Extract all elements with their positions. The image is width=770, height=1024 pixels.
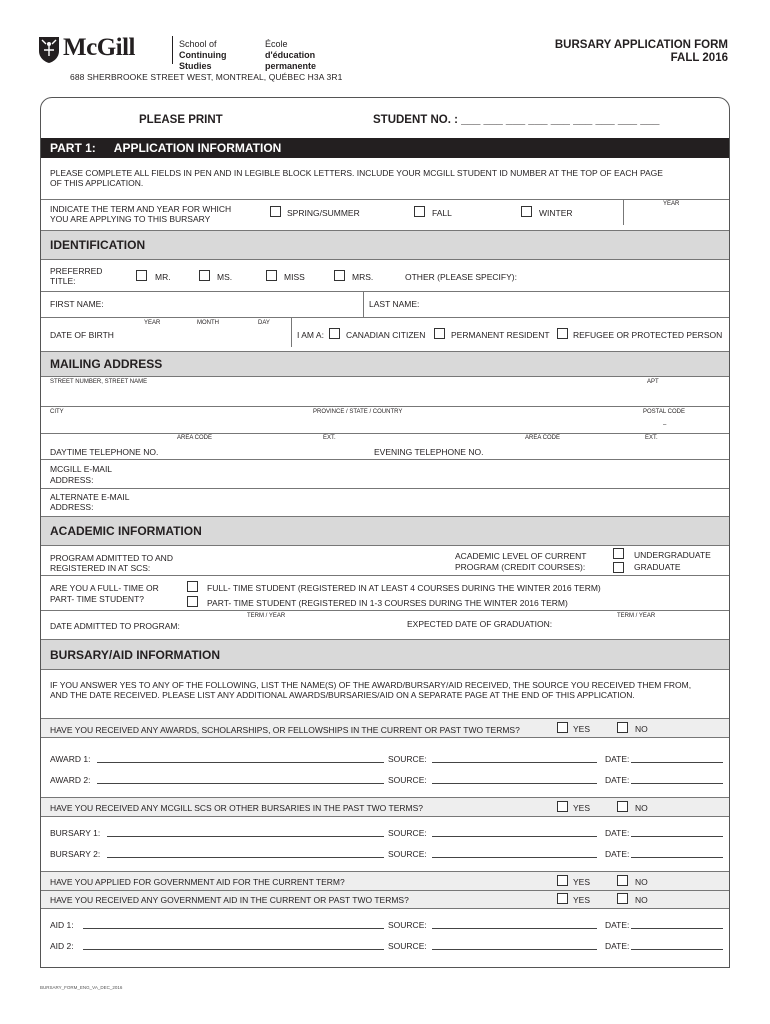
i-am-label: I AM A: [297, 330, 324, 340]
mrs-label: MRS. [352, 272, 374, 282]
award-2-source-label: SOURCE: [388, 775, 427, 785]
miss-checkbox[interactable] [266, 270, 277, 281]
application-form [40, 97, 730, 968]
eve-ext-label: EXT. [645, 435, 658, 441]
logo-school-fr [265, 39, 316, 72]
daytime-phone-label: DAYTIME TELEPHONE NO. [50, 447, 159, 457]
gov-applied-question: HAVE YOU APPLIED FOR GOVERNMENT AID FOR THE CURRENT TERM? [50, 877, 345, 887]
refugee-label: REFUGEE OR PROTECTED PERSON [573, 330, 723, 340]
mrs-checkbox[interactable] [334, 270, 345, 281]
mr-checkbox[interactable] [136, 270, 147, 281]
form-title-block [555, 39, 728, 65]
mcgill-email-label-2: ADDRESS: [50, 475, 94, 485]
academic-header: ACADEMIC INFORMATION [41, 516, 729, 546]
logo-school-en-2: Continuing Studies [179, 50, 227, 71]
bursaries-no-checkbox[interactable] [617, 801, 628, 812]
last-name-label: LAST NAME: [369, 299, 420, 309]
gov-received-question: HAVE YOU RECEIVED ANY GOVERNMENT AID IN THE CURRENT OR PAST TWO TERMS? [50, 895, 409, 905]
undergraduate-label: UNDERGRADUATE [634, 550, 711, 560]
logo-school-en [179, 39, 226, 72]
postal-code-label: POSTAL CODE [643, 409, 686, 415]
ms-label: MS. [217, 272, 233, 282]
full-time-checkbox[interactable] [187, 581, 198, 592]
aid-1-label: AID 1: [50, 920, 74, 930]
province-label: PROVINCE / STATE / COUNTRY [313, 409, 403, 415]
award-1-date-label: DATE: [605, 754, 630, 764]
graduate-label: GRADUATE [634, 562, 681, 572]
gov-received-no-label: NO [635, 895, 648, 905]
graduate-checkbox[interactable] [613, 562, 624, 573]
aid-2-label: AID 2: [50, 941, 74, 951]
permanent-resident-checkbox[interactable] [434, 328, 445, 339]
canadian-citizen-label: CANADIAN CITIZEN [346, 330, 426, 340]
expected-grad-label: EXPECTED DATE OF GRADUATION: [407, 619, 553, 629]
ft-pt-question-2: PART- TIME STUDENT? [50, 594, 144, 604]
gov-received-no-checkbox[interactable] [617, 893, 628, 904]
award-2-source-input[interactable] [432, 783, 597, 784]
bursary-1-date-input[interactable] [631, 836, 723, 837]
mailing-header: MAILING ADDRESS [41, 351, 729, 377]
bursary-1-source-label: SOURCE: [388, 828, 427, 838]
bursary-2-source-label: SOURCE: [388, 849, 427, 859]
term-year-label: YEAR [663, 201, 680, 207]
form-title: BURSARY APPLICATION FORM [554, 39, 728, 51]
refugee-checkbox[interactable] [557, 328, 568, 339]
logo-divider [172, 36, 173, 64]
logo-wordmark: McGill [63, 34, 135, 61]
ft-pt-question-1: ARE YOU A FULL- TIME OR [50, 583, 159, 593]
bursaries-yes-checkbox[interactable] [557, 801, 568, 812]
award-2-date-input[interactable] [631, 783, 723, 784]
gov-applied-yes-label: YES [573, 877, 591, 887]
permanent-resident-label: PERMANENT RESIDENT [451, 330, 550, 340]
award-1-source-input[interactable] [432, 762, 597, 763]
gov-received-yes-label: YES [573, 895, 591, 905]
ms-checkbox[interactable] [199, 270, 210, 281]
term-question-2: YOU ARE APPLYING TO THIS BURSARY [50, 214, 211, 224]
mcgill-email-label-1: MCGILL E-MAIL [50, 464, 113, 474]
instructions-line-1: PLEASE COMPLETE ALL FIELDS IN PEN AND IN LEGIBLE BLOCK LETTERS. INCLUDE YOUR MCGILL STUDENT ID NUMBER AT THE TOP OF EACH PAGE [50, 168, 663, 178]
postal-dash: – [663, 422, 667, 428]
awards-question: HAVE YOU RECEIVED ANY AWARDS, SCHOLARSHIPS, OR FELLOWSHIPS IN THE CURRENT OR PAST TWO TERMS? [50, 725, 520, 735]
spring-summer-label: SPRING/SUMMER [287, 208, 360, 218]
awards-yes-label: YES [573, 724, 591, 734]
award-2-input[interactable] [97, 783, 384, 784]
award-1-label: AWARD 1: [50, 754, 91, 764]
form-code: BURSARY_FORM_ENG_VA_DEC_2016 [40, 985, 123, 990]
part1-number: PART 1: [50, 141, 96, 155]
day-area-code-label: AREA CODE [177, 435, 213, 441]
miss-label: MISS [284, 272, 305, 282]
award-2-label: AWARD 2: [50, 775, 91, 785]
alt-email-label-1: ALTERNATE E-MAIL [50, 492, 130, 502]
full-time-label: FULL- TIME STUDENT (REGISTERED IN AT LEAST 4 COURSES DURING THE WINTER 2016 TERM) [207, 583, 601, 593]
bursaries-no-label: NO [635, 803, 648, 813]
bursary-2-date-input[interactable] [631, 857, 723, 858]
academic-level-label-2: PROGRAM (CREDIT COURSES): [455, 562, 586, 572]
preferred-title-label-2: TITLE: [50, 276, 76, 286]
awards-no-label: NO [635, 724, 648, 734]
program-label-2: REGISTERED IN AT SCS: [50, 563, 151, 573]
award-2-date-label: DATE: [605, 775, 630, 785]
awards-yes-checkbox[interactable] [557, 722, 568, 733]
aid-2-date-label: DATE: [605, 941, 630, 951]
bursaries-yes-label: YES [573, 803, 591, 813]
bursary-2-date-label: DATE: [605, 849, 630, 859]
bursary-1-source-input[interactable] [432, 836, 597, 837]
please-print-label: PLEASE PRINT [139, 114, 223, 126]
gov-applied-no-label: NO [635, 877, 648, 887]
winter-label: WINTER [539, 208, 573, 218]
part-time-checkbox[interactable] [187, 596, 198, 607]
bursary-2-input[interactable] [107, 857, 384, 858]
mr-label: MR. [155, 272, 171, 282]
aid-1-date-label: DATE: [605, 920, 630, 930]
instructions-line-2: OF THIS APPLICATION. [50, 178, 144, 188]
logo-school-en-1: School of [179, 39, 217, 49]
bursary-header: BURSARY/AID INFORMATION [41, 639, 729, 670]
bursary-1-input[interactable] [107, 836, 384, 837]
gov-applied-yes-checkbox[interactable] [557, 875, 568, 886]
dob-year-label: YEAR [144, 320, 161, 326]
evening-phone-label: EVENING TELEPHONE NO. [374, 447, 484, 457]
city-label: CITY [50, 409, 64, 415]
part1-header [41, 138, 729, 158]
dob-label: DATE OF BIRTH [50, 330, 114, 340]
alt-email-label-2: ADDRESS: [50, 502, 94, 512]
fall-checkbox[interactable] [414, 206, 425, 217]
street-label: STREET NUMBER, STREET NAME [50, 379, 148, 385]
bursary-2-label: BURSARY 2: [50, 849, 101, 859]
dob-month-label: MONTH [197, 320, 219, 326]
grad-term-year-label: TERM / YEAR [617, 613, 656, 619]
academic-level-label-1: ACADEMIC LEVEL OF CURRENT [455, 551, 587, 561]
bursary-1-label: BURSARY 1: [50, 828, 101, 838]
spring-summer-checkbox[interactable] [270, 206, 281, 217]
admitted-term-year-label: TERM / YEAR [247, 613, 286, 619]
aid-2-input[interactable] [83, 949, 384, 950]
fall-label: FALL [432, 208, 452, 218]
bursary-1-date-label: DATE: [605, 828, 630, 838]
awards-no-checkbox[interactable] [617, 722, 628, 733]
gov-applied-no-checkbox[interactable] [617, 875, 628, 886]
term-question-1: INDICATE THE TERM AND YEAR FOR WHICH [50, 204, 232, 214]
form-term: FALL 2016 [670, 52, 728, 64]
aid-1-source-input[interactable] [432, 928, 597, 929]
part1-title: APPLICATION INFORMATION [113, 141, 282, 155]
logo-school-fr-1: École [265, 39, 288, 49]
gov-received-yes-checkbox[interactable] [557, 893, 568, 904]
identification-header: IDENTIFICATION [41, 230, 729, 260]
aid-2-date-input[interactable] [631, 949, 723, 950]
shield-icon [38, 36, 60, 64]
day-ext-label: EXT. [323, 435, 336, 441]
dob-day-label: DAY [258, 320, 270, 326]
bursaries-question: HAVE YOU RECEIVED ANY MCGILL SCS OR OTHER BURSARIES IN THE PAST TWO TERMS? [50, 803, 423, 813]
school-address: 688 SHERBROOKE STREET WEST, MONTREAL, QUÉBEC H3A 3R1 [70, 72, 343, 82]
logo-school-fr-2: d'éducation permanente [265, 50, 317, 71]
aid-2-source-input[interactable] [432, 949, 597, 950]
canadian-citizen-checkbox[interactable] [329, 328, 340, 339]
preferred-title-label-1: PREFERRED [50, 266, 103, 276]
first-name-label: FIRST NAME: [50, 299, 104, 309]
date-admitted-label: DATE ADMITTED TO PROGRAM: [50, 621, 180, 631]
undergraduate-checkbox[interactable] [613, 548, 624, 559]
award-1-date-input[interactable] [631, 762, 723, 763]
aid-1-input[interactable] [83, 928, 384, 929]
aid-1-source-label: SOURCE: [388, 920, 427, 930]
bursary-instructions-2: AND THE DATE RECEIVED. PLEASE LIST ANY ADDITIONAL AWARDS/BURSARIES/AID ON A SEPARATE PAGE AT THE END OF THIS APPLICATION. [50, 690, 635, 700]
program-label-1: PROGRAM ADMITTED TO AND [50, 553, 173, 563]
aid-2-source-label: SOURCE: [388, 941, 427, 951]
student-no-field[interactable]: STUDENT NO. : ___ ___ ___ ___ ___ ___ ___ ___ ___ [373, 114, 660, 126]
award-1-source-label: SOURCE: [388, 754, 427, 764]
award-1-input[interactable] [97, 762, 384, 763]
other-title-label: OTHER (PLEASE SPECIFY): [405, 272, 517, 282]
eve-area-code-label: AREA CODE [525, 435, 561, 441]
part-time-label: PART- TIME STUDENT (REGISTERED IN 1-3 COURSES DURING THE WINTER 2016 TERM) [207, 598, 568, 608]
apt-label: APT [647, 379, 659, 385]
winter-checkbox[interactable] [521, 206, 532, 217]
bursary-2-source-input[interactable] [432, 857, 597, 858]
aid-1-date-input[interactable] [631, 928, 723, 929]
bursary-instructions-1: IF YOU ANSWER YES TO ANY OF THE FOLLOWING, LIST THE NAME(S) OF THE AWARD/BURSARY/AID RECEIVED, THE SOURCE YOU RECEIVED THEM FROM, [50, 680, 692, 690]
